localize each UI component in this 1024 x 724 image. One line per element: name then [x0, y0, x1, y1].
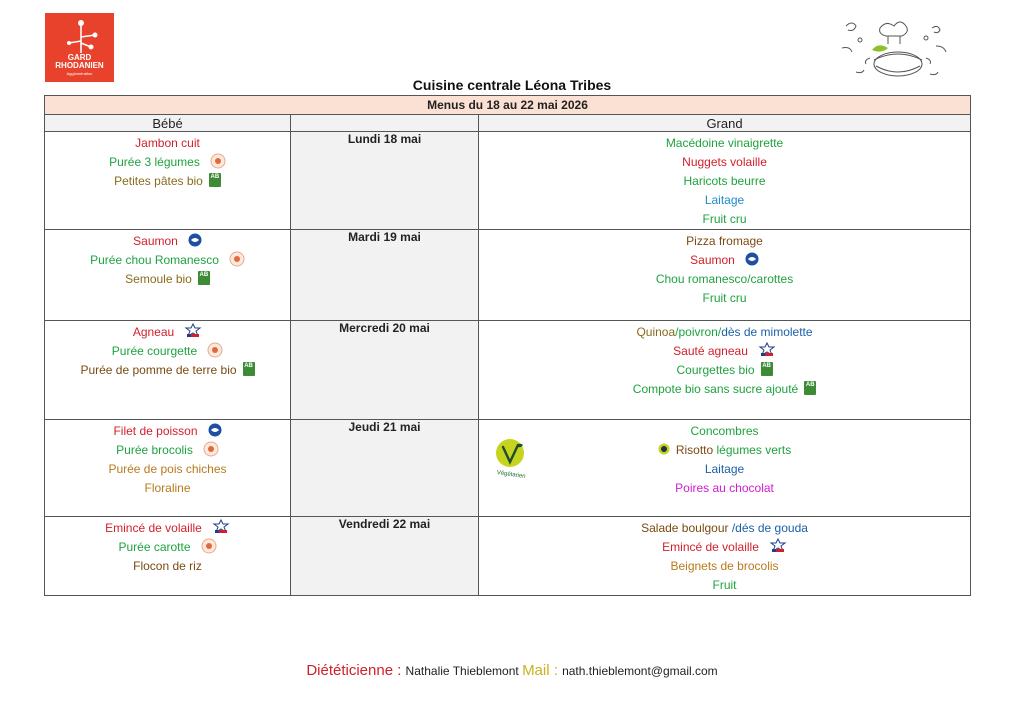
day-label: Lundi 18 mai — [291, 132, 479, 230]
fait-maison-icon — [210, 153, 226, 169]
header-grand: Grand — [479, 115, 971, 132]
menu-item — [45, 441, 290, 460]
baby-menu-cell — [45, 321, 291, 420]
menu-item-label: Purée 3 légumes — [109, 155, 200, 169]
menu-item-label: Purée de pois chiches — [108, 462, 227, 476]
menu-item-label: Emincé de volaille — [105, 521, 202, 535]
menu-item — [479, 519, 970, 538]
grand-menu-cell — [479, 230, 971, 321]
menu-item — [479, 191, 970, 210]
baby-menu-cell — [45, 517, 291, 596]
chef-cooking-pot-icon — [836, 18, 954, 84]
peche-durable-icon — [208, 423, 222, 437]
day-row — [45, 230, 971, 321]
menu-item-label: Jambon cuit — [135, 136, 200, 150]
menu-item-label: Concombres — [690, 424, 759, 438]
baby-menu-cell — [45, 132, 291, 230]
menu-item — [45, 538, 290, 557]
viande-france-icon — [212, 519, 230, 535]
fait-maison-icon — [229, 251, 245, 267]
menu-item-label: Poires au chocolat — [675, 481, 774, 495]
menu-item-label: Emincé de volaille — [662, 540, 759, 554]
menu-item — [45, 153, 290, 172]
day-label: Jeudi 21 mai — [291, 420, 479, 517]
menu-item-part: légumes verts — [716, 443, 792, 457]
menu-item — [45, 251, 290, 270]
menu-item — [479, 323, 970, 342]
agriculture-bio-icon: AB — [804, 381, 816, 395]
menu-item-label: Chou romanesco/carottes — [655, 272, 794, 286]
gard-rhodanien-logo — [45, 13, 114, 82]
vegetarian-dot-icon — [658, 443, 670, 455]
grand-menu-cell — [479, 132, 971, 230]
fait-maison-icon — [203, 441, 219, 457]
vegetarien-label-text: Végétarien — [496, 470, 526, 480]
menu-item — [45, 232, 290, 251]
menu-item-part: Risotto — [675, 443, 717, 457]
footer-dietitian-label: Diététicienne : — [306, 662, 406, 679]
day-row — [45, 517, 971, 596]
menu-item — [479, 251, 970, 270]
grand-menu-cell — [479, 321, 971, 420]
menu-item — [45, 270, 290, 289]
menu-item-part: Salade boulgour — [641, 521, 732, 535]
menu-item — [479, 460, 970, 479]
menu-item-label: Nuggets volaille — [682, 155, 767, 169]
day-label: Vendredi 22 mai — [291, 517, 479, 596]
vegetarien-label-icon — [496, 438, 530, 480]
menu-item-label: Beignets de brocolis — [670, 559, 779, 573]
menu-item-label: Courgettes bio — [676, 363, 755, 377]
logo-line3: Agglomération — [66, 71, 93, 76]
menu-item — [479, 153, 970, 172]
day-label: Mardi 19 mai — [291, 230, 479, 321]
menu-item — [479, 361, 970, 380]
footer-mail-label: Mail : — [522, 662, 563, 679]
menu-item — [479, 479, 970, 498]
menu-item — [45, 557, 290, 576]
menu-item — [479, 134, 970, 153]
menu-item — [479, 380, 970, 399]
logo-line1: GARD — [67, 53, 92, 62]
menu-item — [479, 342, 970, 361]
menu-item-label: Petites pâtes bio — [114, 174, 203, 188]
menu-item-label: Filet de poisson — [113, 424, 198, 438]
menu-item-label: Purée chou Romanesco — [90, 253, 219, 267]
menu-item-label: Semoule bio — [125, 272, 192, 286]
menu-item-label: Purée brocolis — [116, 443, 193, 457]
menu-item-label: Purée de pomme de terre bio — [80, 363, 237, 377]
menu-item — [479, 576, 970, 595]
footer-email[interactable]: nath.thieblemont@gmail.com — [562, 664, 718, 678]
menu-item-label: Purée carotte — [118, 540, 191, 554]
header-day — [291, 115, 479, 132]
menu-item-label: Laitage — [704, 193, 745, 207]
footer — [0, 662, 1024, 679]
menu-item — [479, 210, 970, 229]
menu-item — [479, 232, 970, 251]
menu-item — [45, 342, 290, 361]
menu-item-label: Agneau — [132, 325, 175, 339]
menu-item-label: Pizza fromage — [686, 234, 763, 248]
menu-item-label: Saumon — [133, 234, 178, 248]
menu-item-part: /dés de gouda — [731, 521, 808, 535]
menu-item — [479, 172, 970, 191]
menu-item-label: Compote bio sans sucre ajouté — [632, 382, 799, 396]
menu-item-label: Fruit cru — [702, 291, 747, 305]
page-title: Cuisine centrale Léona Tribes — [412, 77, 612, 93]
viande-france-icon — [769, 538, 787, 554]
fait-maison-icon — [201, 538, 217, 554]
menu-item — [45, 172, 290, 191]
menu-item — [479, 270, 970, 289]
menu-item-label: Sauté agneau — [673, 344, 748, 358]
menu-item-part: dès de mimolette — [721, 325, 813, 339]
menu-item-label: Macédoine vinaigrette — [665, 136, 784, 150]
peche-durable-icon — [188, 233, 202, 247]
menu-subtitle: Menus du 18 au 22 mai 2026 — [45, 96, 971, 115]
menu-item — [45, 422, 290, 441]
fait-maison-icon — [207, 342, 223, 358]
menu-item-label: Flocon de riz — [133, 559, 202, 573]
menu-item-label: Saumon — [690, 253, 735, 267]
menu-item-label: Purée courgette — [111, 344, 198, 358]
menu-item — [45, 323, 290, 342]
baby-menu-cell — [45, 230, 291, 321]
menu-item-label: Laitage — [704, 462, 745, 476]
menu-item — [479, 557, 970, 576]
header-baby: Bébé — [45, 115, 291, 132]
grand-menu-cell — [479, 420, 971, 517]
menu-item — [479, 538, 970, 557]
day-row — [45, 132, 971, 230]
menu-item — [479, 422, 970, 441]
baby-menu-cell — [45, 420, 291, 517]
peche-durable-icon — [745, 252, 759, 266]
day-label: Mercredi 20 mai — [291, 321, 479, 420]
menu-item — [479, 441, 970, 460]
menu-item — [479, 289, 970, 308]
menu-item — [45, 460, 290, 479]
grand-menu-cell — [479, 517, 971, 596]
menu-item — [45, 134, 290, 153]
agriculture-bio-icon: AB — [243, 362, 255, 376]
menu-item-label: Fruit — [712, 578, 737, 592]
menu-item — [45, 361, 290, 380]
menu-item-part: /poivron/ — [675, 325, 722, 339]
logo-line2: RHODANIEN — [55, 61, 104, 70]
day-row — [45, 321, 971, 420]
menu-item-label: Floraline — [144, 481, 191, 495]
menu-item — [45, 479, 290, 498]
menu-table — [44, 95, 971, 596]
viande-france-icon — [758, 342, 776, 358]
menu-item — [45, 519, 290, 538]
agriculture-bio-icon: AB — [198, 271, 210, 285]
agriculture-bio-icon: AB — [761, 362, 773, 376]
menu-item-part: Quinoa — [636, 325, 676, 339]
menu-item-label: Haricots beurre — [683, 174, 766, 188]
viande-france-icon — [184, 323, 202, 339]
footer-dietitian-name: Nathalie Thieblemont — [405, 664, 523, 678]
menu-item-label: Fruit cru — [702, 212, 747, 226]
agriculture-bio-icon: AB — [209, 173, 221, 187]
